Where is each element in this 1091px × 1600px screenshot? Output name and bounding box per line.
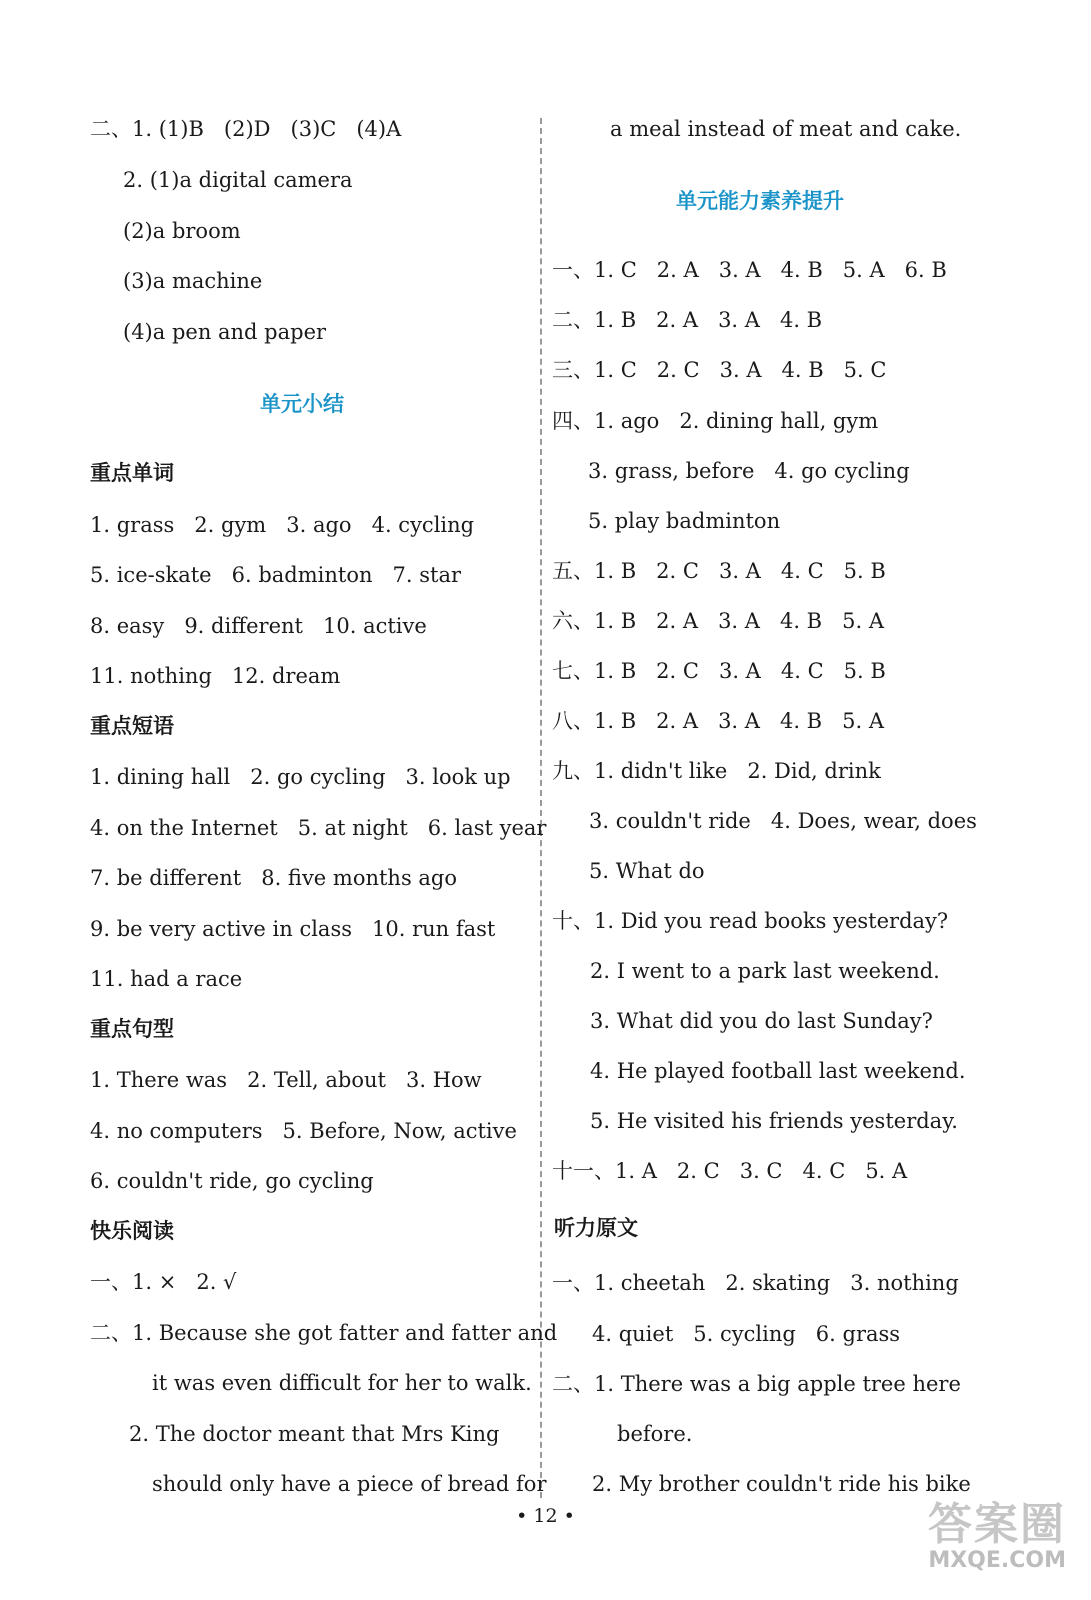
listening-line: 二、1. There was a big apple tree here: [552, 1372, 961, 1396]
key-words-line: 5. ice-skate 6. badminton 7. star: [90, 563, 462, 587]
continued-answer: a meal instead of meat and cake.: [610, 117, 962, 141]
reading-answer-1: 一、1. × 2. √: [90, 1270, 237, 1294]
listening-title: 听力原文: [554, 1216, 638, 1240]
key-words-line: 11. nothing 12. dream: [90, 664, 341, 688]
answer-line: 2. I went to a park last weekend.: [590, 959, 940, 983]
key-phrases-line: 7. be different 8. five months ago: [90, 866, 458, 890]
key-phrases-line: 9. be very active in class 10. run fast: [90, 917, 496, 941]
unit-summary-heading: 单元小结: [260, 392, 344, 416]
answer-line: 二、1. B 2. A 3. A 4. B: [552, 308, 823, 332]
key-sentences-line: 4. no computers 5. Before, Now, active: [90, 1119, 517, 1143]
ability-heading: 单元能力素养提升: [676, 189, 844, 213]
reading-answer-3-line2: should only have a piece of bread for: [152, 1472, 547, 1496]
listening-line: 一、1. cheetah 2. skating 3. nothing: [552, 1271, 959, 1295]
section2-q2-line2: (2)a broom: [123, 219, 241, 243]
answer-line: 五、1. B 2. C 3. A 4. C 5. B: [552, 559, 886, 583]
key-words-line: 1. grass 2. gym 3. ago 4. cycling: [90, 513, 475, 537]
answer-line: 十一、1. A 2. C 3. C 4. C 5. A: [552, 1159, 908, 1183]
key-sentences-line: 1. There was 2. Tell, about 3. How: [90, 1068, 482, 1092]
watermark: [916, 1488, 1066, 1588]
reading-answer-2-line1: 二、1. Because she got fatter and fatter and: [90, 1321, 558, 1345]
key-words-title: 重点单词: [90, 461, 174, 485]
answer-line: 3. couldn't ride 4. Does, wear, does: [589, 809, 977, 833]
answer-line: 一、1. C 2. A 3. A 4. B 5. A 6. B: [552, 258, 947, 282]
listening-line: 2. My brother couldn't ride his bike: [592, 1472, 971, 1496]
happy-reading-title: 快乐阅读: [90, 1219, 174, 1243]
listening-line: 4. quiet 5. cycling 6. grass: [592, 1322, 901, 1346]
reading-answer-2-line2: it was even difficult for her to walk.: [152, 1371, 532, 1395]
answer-line: 八、1. B 2. A 3. A 4. B 5. A: [552, 709, 885, 733]
reading-answer-3-line1: 2. The doctor meant that Mrs King: [129, 1422, 500, 1446]
key-phrases-title: 重点短语: [90, 714, 174, 738]
answer-line: 七、1. B 2. C 3. A 4. C 5. B: [552, 659, 886, 683]
key-sentences-title: 重点句型: [90, 1017, 174, 1041]
watermark-url: MXQE.COM: [928, 1548, 1066, 1573]
answer-line: 5. He visited his friends yesterday.: [590, 1109, 958, 1133]
page-number: • 12 •: [516, 1505, 575, 1527]
listening-line: before.: [617, 1422, 693, 1446]
answer-line: 3. grass, before 4. go cycling: [588, 459, 910, 483]
key-phrases-line: 4. on the Internet 5. at night 6. last year: [90, 816, 547, 840]
answer-line: 4. He played football last weekend.: [590, 1059, 966, 1083]
answer-line: 六、1. B 2. A 3. A 4. B 5. A: [552, 609, 885, 633]
section2-q2-line4: (4)a pen and paper: [123, 320, 327, 344]
section2-q2-line3: (3)a machine: [123, 269, 263, 293]
answer-line: 十、1. Did you read books yesterday?: [552, 909, 949, 933]
key-words-line: 8. easy 9. different 10. active: [90, 614, 427, 638]
answer-line: 四、1. ago 2. dining hall, gym: [552, 409, 879, 433]
section2-q1: 二、1. (1)B (2)D (3)C (4)A: [90, 117, 402, 141]
answer-line: 三、1. C 2. C 3. A 4. B 5. C: [552, 358, 887, 382]
section2-q2-line1: 2. (1)a digital camera: [123, 168, 353, 192]
answer-line: 5. What do: [589, 859, 705, 883]
watermark-logo: 答案圈: [928, 1499, 1066, 1550]
key-sentences-line: 6. couldn't ride, go cycling: [90, 1169, 374, 1193]
key-phrases-line: 11. had a race: [90, 967, 243, 991]
key-phrases-line: 1. dining hall 2. go cycling 3. look up: [90, 765, 511, 789]
answer-line: 5. play badminton: [588, 509, 781, 533]
answer-line: 九、1. didn't like 2. Did, drink: [552, 759, 881, 783]
answer-line: 3. What did you do last Sunday?: [590, 1009, 933, 1033]
column-divider: [540, 118, 542, 1498]
